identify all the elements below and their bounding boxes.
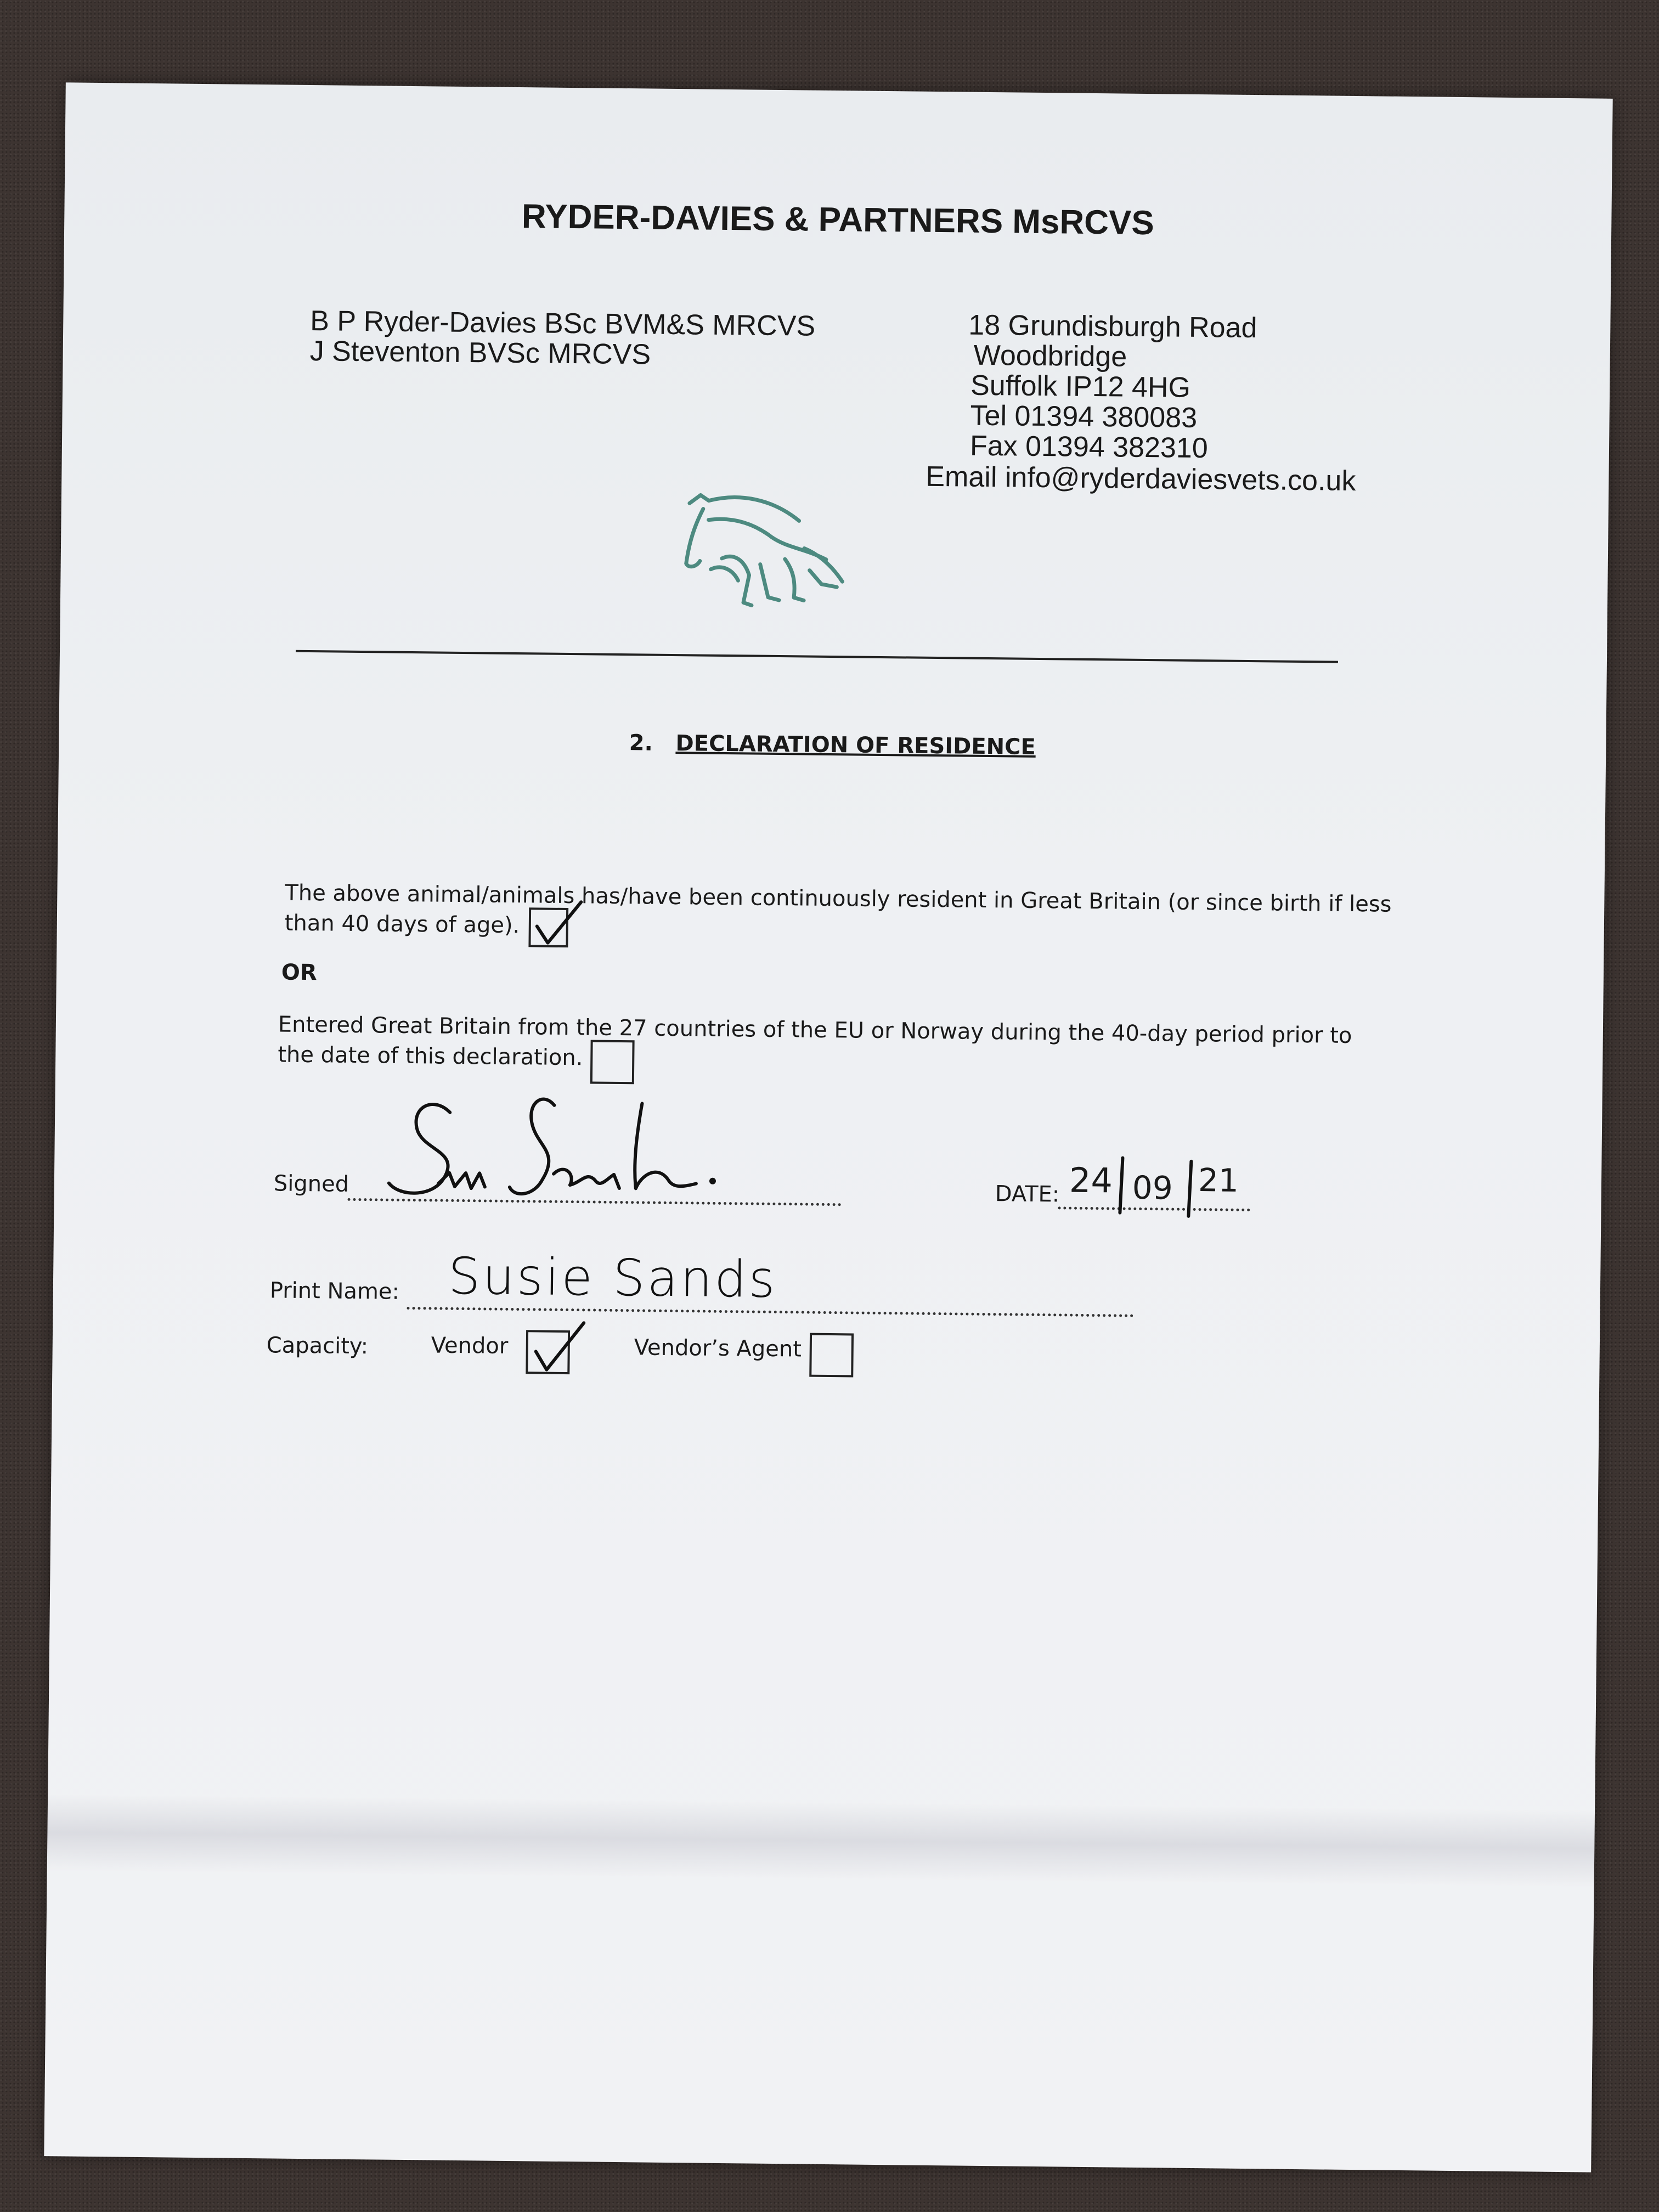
section-number: 2. — [629, 730, 653, 756]
date-separator-2 — [1184, 1159, 1195, 1219]
or-label: OR — [281, 960, 317, 986]
partner-line-2: J Steventon BVSc MRCVS — [309, 335, 651, 371]
horse-logo-icon — [678, 487, 855, 625]
date-label: DATE: — [995, 1181, 1060, 1207]
checkmark-icon — [526, 1316, 592, 1382]
email: Email info@ryderdaviesvets.co.uk — [926, 460, 1356, 498]
option2-text-line1: Entered Great Britain from the 27 countries of the EU or Norway during the 40-day period prior to — [278, 1012, 1352, 1048]
partner-line-1: B P Ryder-Davies BSc BVM&S MRCVS — [310, 305, 816, 342]
option1-text-line2: than 40 days of age). — [284, 910, 520, 939]
date-year: 21 — [1198, 1161, 1239, 1199]
option1-text-line1: The above animal/animals has/have been continuously resident in Great Britain (or since birth if less — [285, 880, 1392, 917]
capacity-vendor-label: Vendor — [431, 1333, 509, 1359]
print-name-value: Susie Sands — [448, 1246, 778, 1310]
capacity-label: Capacity: — [266, 1333, 369, 1359]
capacity-vendor-checkbox[interactable] — [526, 1330, 570, 1374]
capacity-agent-label: Vendor’s Agent — [634, 1335, 802, 1362]
signed-label: Signed — [273, 1171, 349, 1197]
date-month: 09 — [1132, 1169, 1173, 1207]
signature-image — [377, 1090, 730, 1220]
date-day: 24 — [1069, 1160, 1113, 1201]
date-line — [1058, 1206, 1250, 1211]
phone: Tel 01394 380083 — [970, 399, 1198, 434]
capacity-agent-checkbox[interactable] — [809, 1333, 854, 1378]
document-page — [44, 82, 1612, 2172]
address-line-1: 18 Grundisburgh Road — [968, 309, 1257, 345]
address-line-3: Suffolk IP12 4HG — [970, 369, 1191, 404]
page-shadow — [47, 1794, 1595, 1887]
firm-name: RYDER-DAVIES & PARTNERS MsRCVS — [521, 198, 1155, 242]
date-separator-1 — [1115, 1155, 1127, 1215]
checkmark-icon — [528, 893, 589, 954]
fax: Fax 01394 382310 — [969, 430, 1209, 465]
section-title: DECLARATION OF RESIDENCE — [675, 731, 1036, 760]
option2-text-line2: the date of this declaration. — [278, 1042, 583, 1071]
print-name-label: Print Name: — [269, 1278, 400, 1305]
option1-checkbox[interactable] — [528, 907, 568, 947]
option2-checkbox[interactable] — [590, 1040, 635, 1084]
header-rule — [296, 650, 1338, 663]
address-line-2: Woodbridge — [973, 339, 1127, 373]
section-heading — [59, 724, 1606, 766]
